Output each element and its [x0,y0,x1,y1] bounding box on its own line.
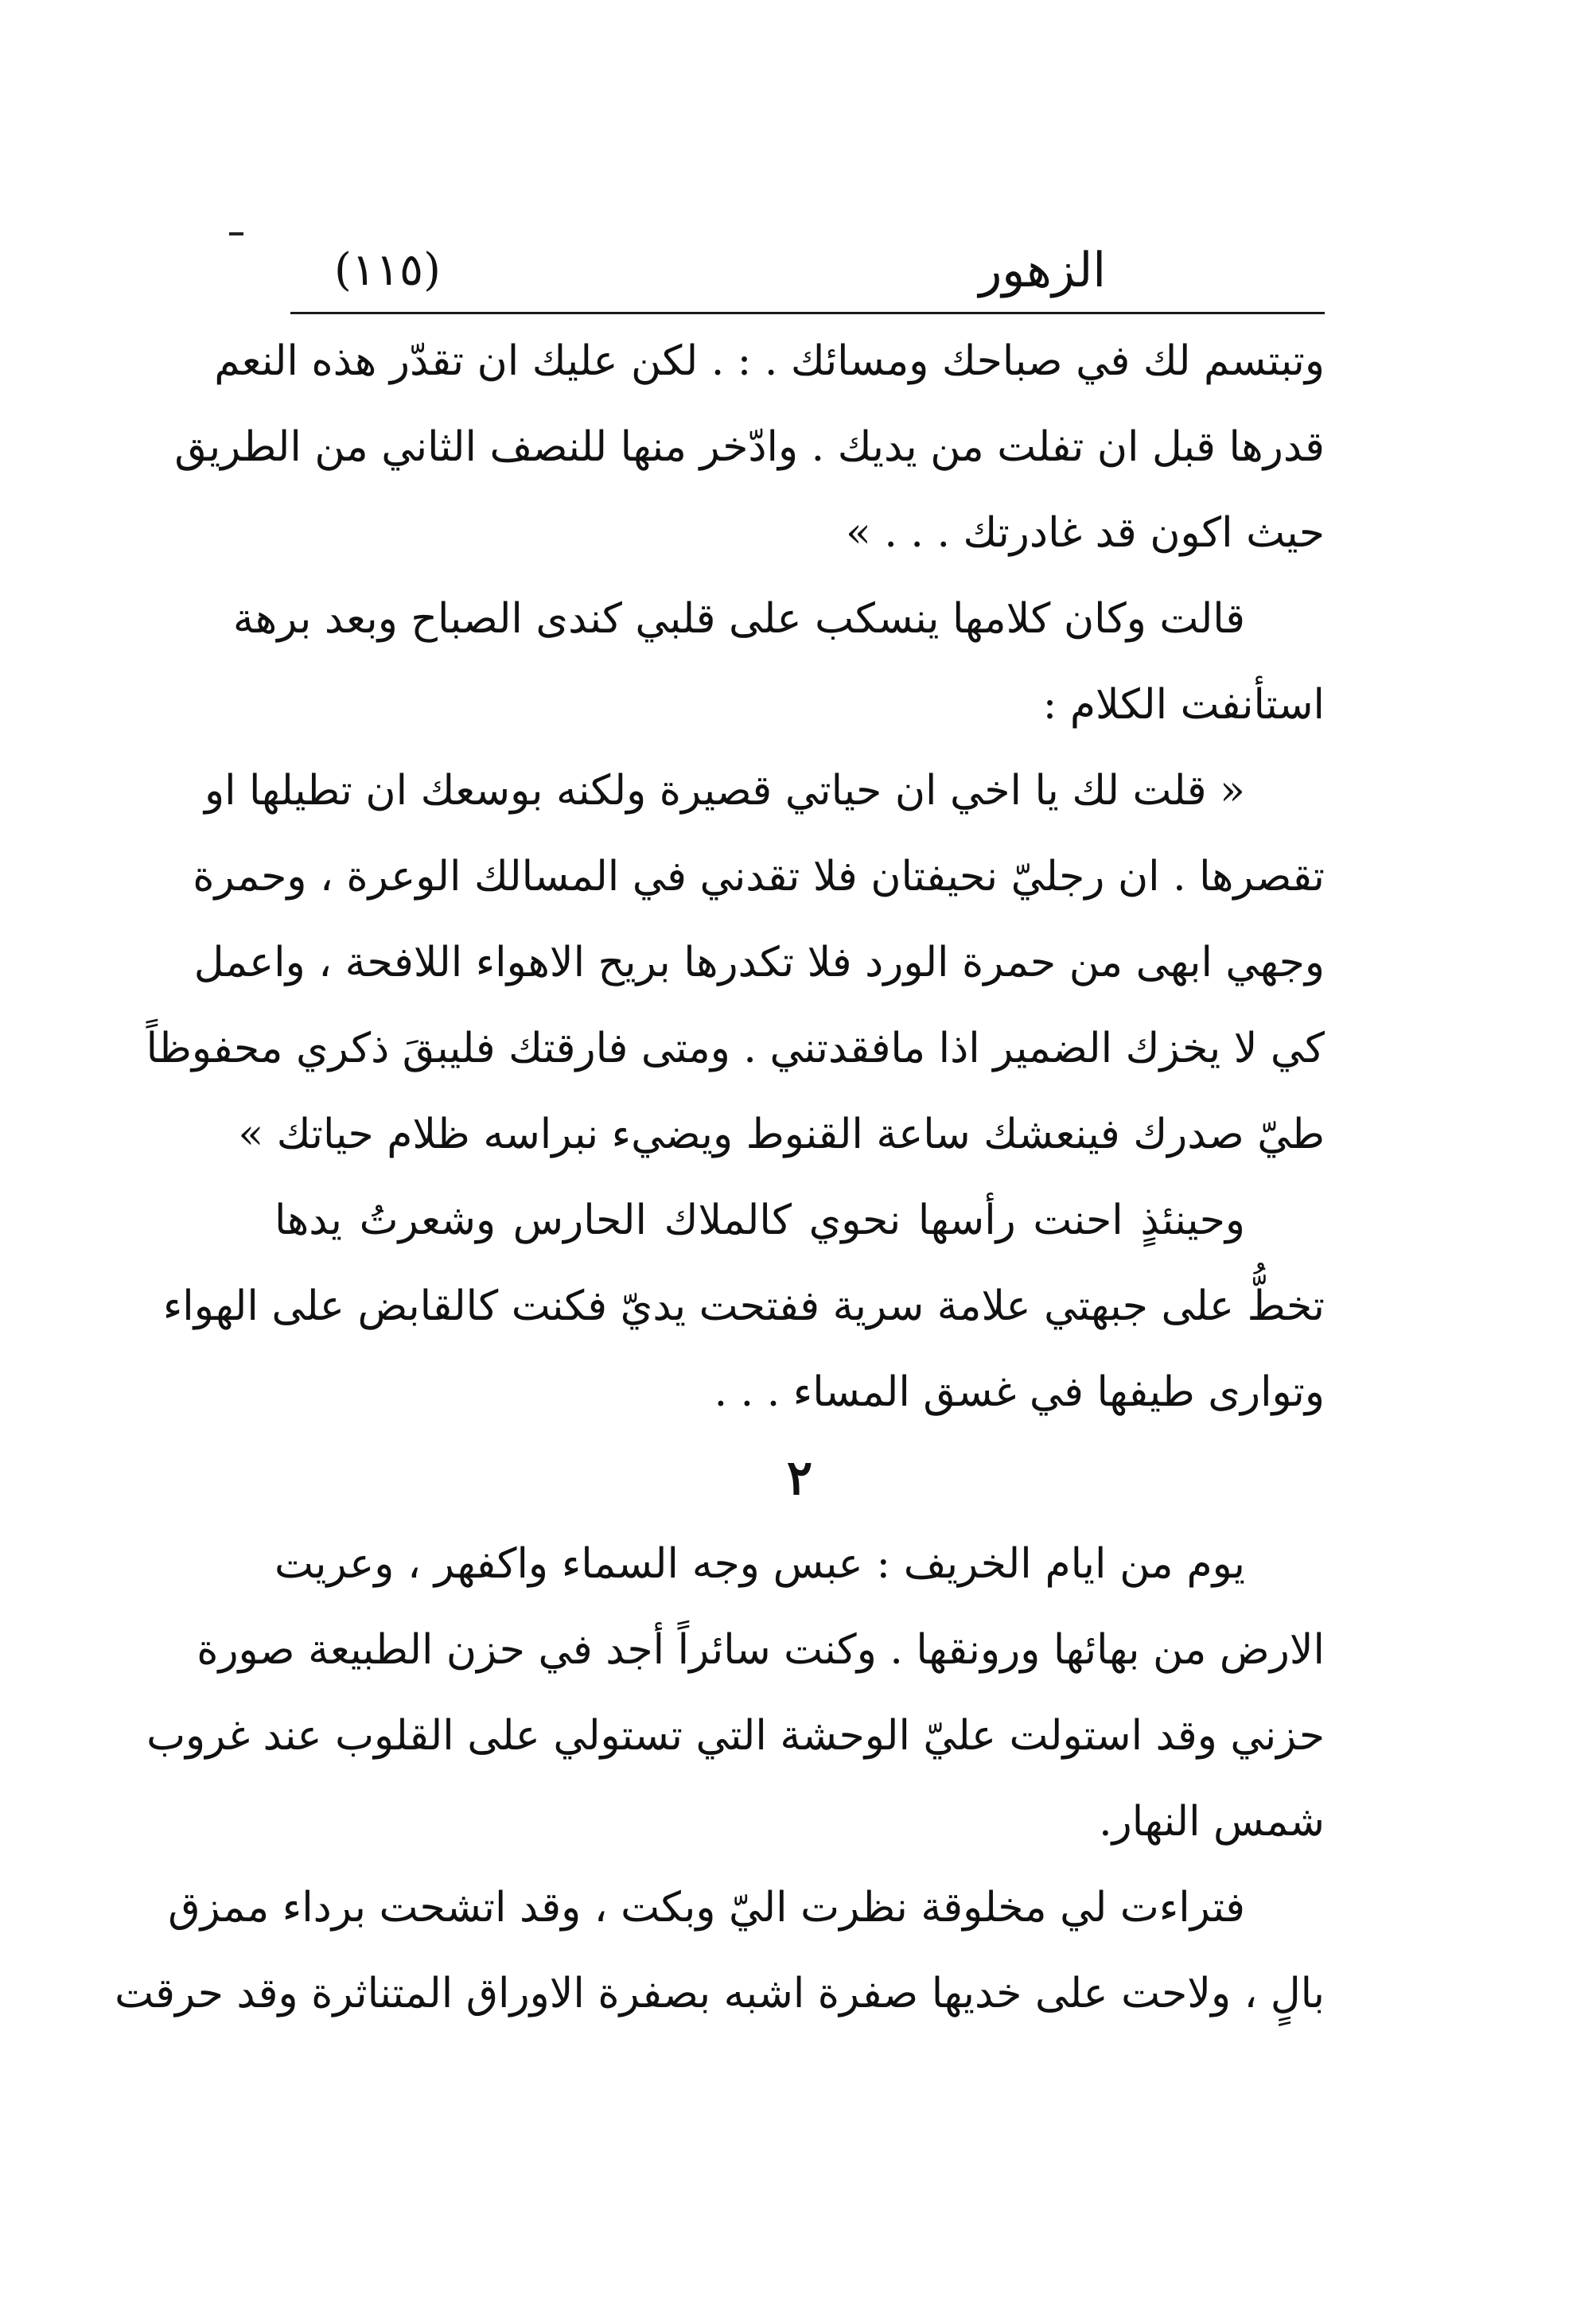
text-line: قدرها قبل ان تفلت من يديك . وادّخر منها للنصف الثاني من الطريق [174,423,1325,471]
text-line: وجهي ابهى من حمرة الورد فلا تكدرها بريح الاهواء اللافحة ، واعمل [193,939,1325,986]
page-header [294,239,1329,302]
text-line: الارض من بهائها ورونقها . وكنت سائراً أجد في حزن الطبيعة صورة [197,1626,1325,1674]
text-line: استأنفت الكلام : [1042,681,1325,729]
header-rule [290,312,1325,314]
page-number: (١١٥) [334,244,441,296]
body-text [115,318,1325,2037]
text-line: طيّ صدرك فينعشك ساعة القنوط ويضيء نبراسه ظلام حياتك » [238,1111,1325,1158]
text-line: وحينئذٍ احنت رأسها نحوي كالملاك الحارس وشعرتُ يدها [274,1196,1245,1244]
text-line: وتوارى طيفها في غسق المساء . . . [714,1368,1325,1416]
text-line: فتراءت لي مخلوقة نظرت اليّ وبكت ، وقد اتشحت برداء ممزق [168,1884,1245,1932]
text-line: « قلت لك يا اخي ان حياتي قصيرة ولكنه بوسعك ان تطيلها او [204,767,1245,815]
running-title: الزهور [979,243,1106,298]
text-line: شمس النهار. [1099,1798,1325,1846]
stray-ink-mark [229,232,243,235]
text-line: حزني وقد استولت عليّ الوحشة التي تستولي على القلوب عند غروب [146,1712,1325,1760]
text-line: كي لا يخزك الضمير اذا مافقدتني . ومتى فارقتك فليبقَ ذكري محفوظاً [146,1025,1325,1072]
text-line: وتبتسم لك في صباحك ومسائك . : . لكن عليك ان تقدّر هذه النعم [214,337,1325,385]
text-line: تقصرها . ان رجليّ نحيفتان فلا تقدني في المسالك الوعرة ، وحمرة [193,853,1325,901]
text-line: قالت وكان كلامها ينسكب على قلبي كندى الصباح وبعد برهة [232,595,1245,643]
text-line: بالٍ ، ولاحت على خديها صفرة اشبه بصفرة الاوراق المتناثرة وقد حرقت [115,1970,1325,2017]
text-line: حيث اكون قد غادرتك . . . » [845,509,1325,557]
text-line: تخطُّ على جبهتي علامة سرية ففتحت يديّ فكنت كالقابض على الهواء [162,1282,1325,1330]
text-line: يوم من ايام الخريف : عبس وجه السماء واكفهر ، وعريت [274,1540,1245,1588]
section-number: ٢ [786,1450,813,1506]
